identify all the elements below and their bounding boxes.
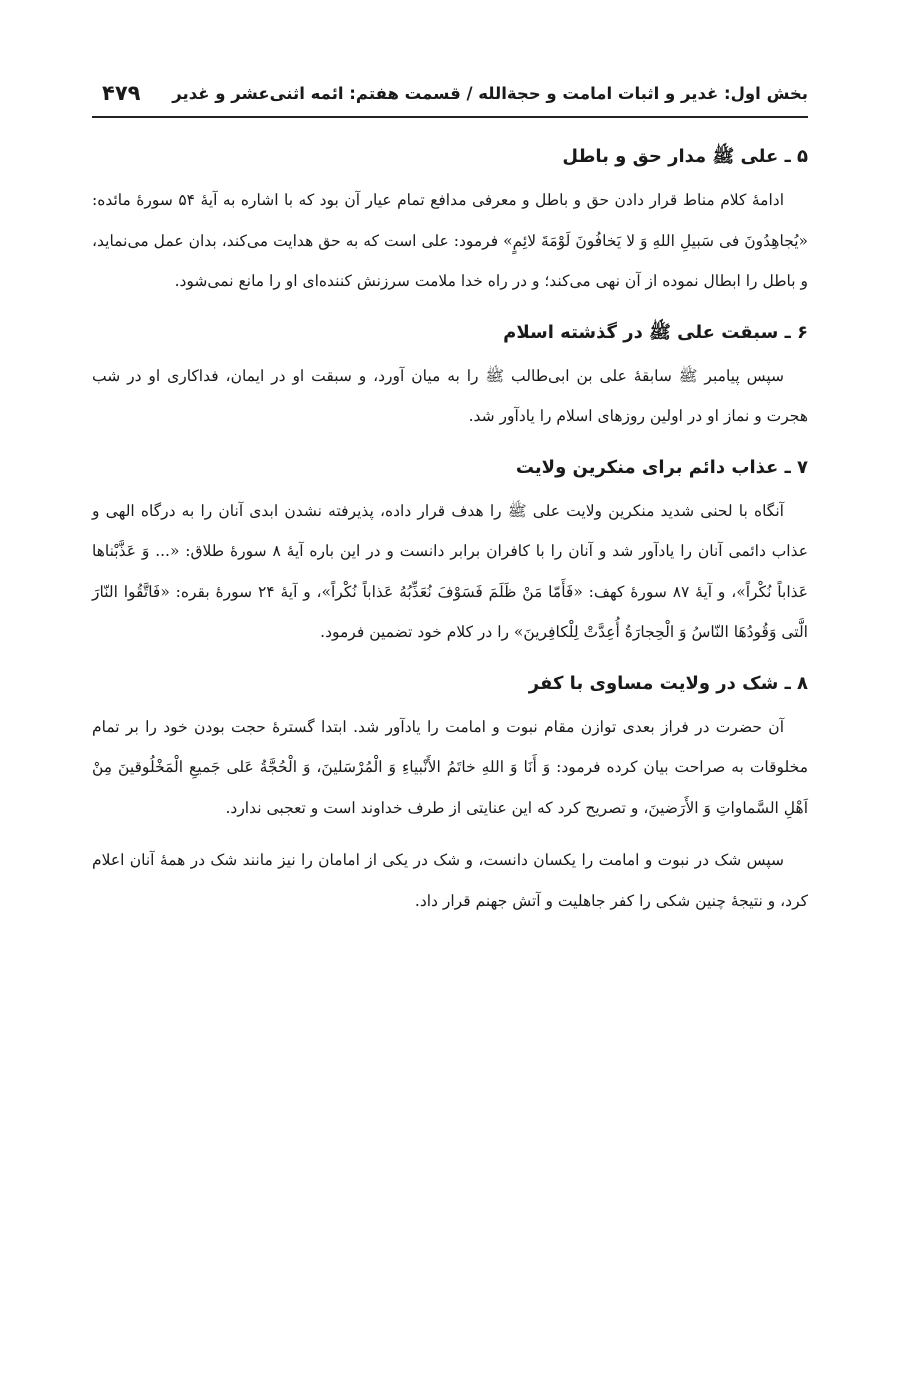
section-8 bbox=[92, 667, 808, 922]
paragraph: سپس شک در نبوت و امامت را یکسان دانست، و شک در یکی از امامان را نیز مانند شک در همهٔ آنان اعلام کرد، و نتیجهٔ چنین شکی را کفر جاهلیت و آتش جهنم قرار داد. bbox=[92, 851, 808, 910]
section-heading: ۵ ـ علی ﷺ مدار حق و باطل bbox=[562, 146, 808, 167]
header-title: بخش اول: غدیر و اثبات امامت و حجةالله / قسمت هفتم: ائمه اثنی‌عشر و غدیر bbox=[172, 83, 808, 103]
running-header bbox=[92, 76, 808, 118]
section-6 bbox=[92, 316, 808, 437]
page-content bbox=[92, 140, 808, 935]
paragraph: آن حضرت در فراز بعدی توازن مقام نبوت و امامت را یادآور شد. ابتدا گسترهٔ حجت بودن خود را بر تمام مخلوقات به صراحت بیان کرده فرمود: وَ أَنَا وَ اللهِ خاتَمُ الأَنْبیاءِ وَ الْمُرْسَلینَ، وَ الْحُجَّةُ عَلی جَمیعِ الْمَخْلُوقینَ مِنْ اَهْلِ السَّماواتِ وَ الأَرَضینَ، و تصریح کرد که این عنایتی از طرف خداوند است و تعجبی ندارد. bbox=[92, 717, 808, 817]
section-7 bbox=[92, 451, 808, 653]
section-5 bbox=[92, 140, 808, 302]
paragraph: آنگاه با لحنی شدید منکرین ولایت علی ﷺ را هدف قرار داده، پذیرفته نشدن ابدی آنان را به درگاه الهی و عذاب دائمی آنان را یادآور شد و آنان را با کافران برابر دانست و در این باره آیهٔ ۸ سورهٔ طلاق: «... وَ عَذَّبْناها عَذاباً نُکْراً»، و آیهٔ ۸۷ سورهٔ کهف: «فَأَمّا مَنْ ظَلَمَ فَسَوْفَ نُعَذِّبُهُ عَذاباً نُکْراً»، و آیهٔ ۲۴ سورهٔ بقره: «فَاتَّقُوا النّارَ الَّتی وَقُودُهَا النّاسُ وَ الْحِجارَةُ أُعِدَّتْ لِلْکافِرینَ» را در کلام خود تضمین فرمود. bbox=[92, 501, 809, 641]
paragraph: سپس پیامبر ﷺ سابقهٔ علی بن ابی‌طالب ﷺ را به میان آورد، و سبقت او در ایمان، فداکاری او در شب هجرت و نماز او در اولین روزهای اسلام را یادآور شد. bbox=[92, 366, 808, 425]
section-heading: ۷ ـ عذاب دائم برای منکرین ولایت bbox=[515, 456, 808, 478]
section-heading: ۶ ـ سبقت علی ﷺ در گذشته اسلام bbox=[503, 321, 808, 343]
page-number: ۴۷۹ bbox=[102, 81, 141, 105]
paragraph: ادامهٔ کلام مناط قرار دادن حق و باطل و معرفی مدافع تمام عیار آن بود که با اشاره به آیهٔ ۵۴ سورهٔ مائده: «یُجاهِدُونَ فی سَبیلِ اللهِ وَ لا یَخافُونَ لَوْمَةَ لائِمٍ» فرمود: علی است که به حق هدایت می‌کند، بدان عمل می‌نماید، و باطل را ابطال نموده از آن نهی می‌کند؛ و در راه خدا ملامت سرزنش کننده‌ای او را مانع نمی‌شود. bbox=[92, 191, 808, 290]
section-heading: ۸ ـ شک در ولایت مساوی با کفر bbox=[528, 672, 808, 694]
book-page bbox=[92, 0, 808, 1390]
